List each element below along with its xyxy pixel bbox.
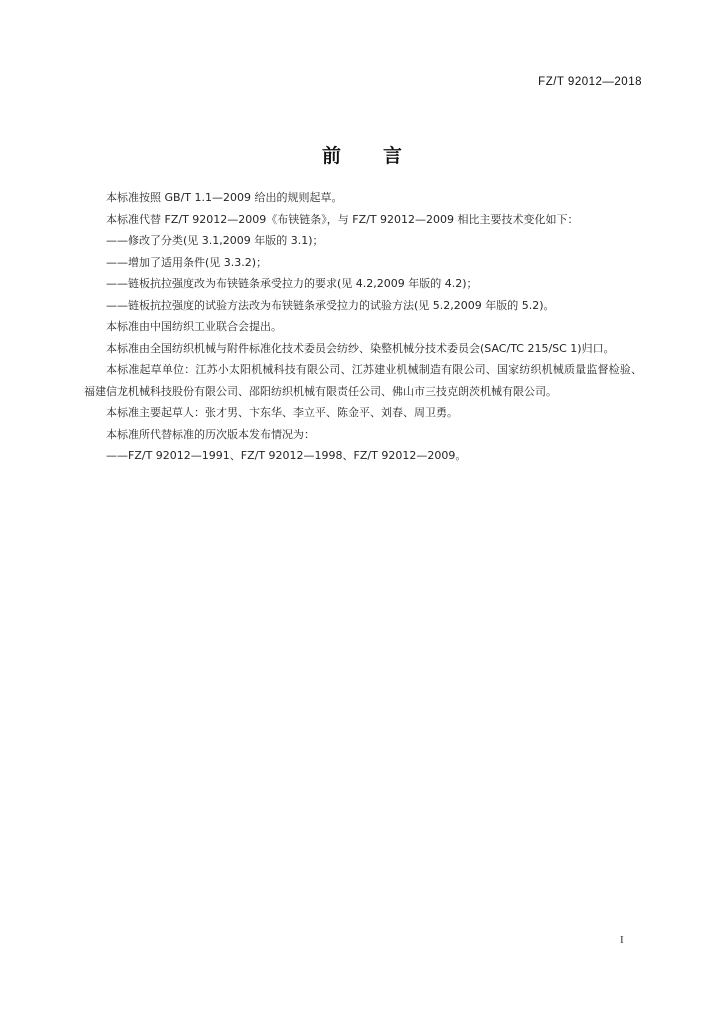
change-item-classification: ——修改了分类(见 3.1,2009 年版的 3.1)； bbox=[106, 234, 324, 247]
paragraph-drafting-units: 本标准起草单位：江苏小太阳机械科技有限公司、江苏建业机械制造有限公司、国家纺织机械质量监督检验、福建信龙机械科技股份有限公司、邵阳纺织机械有限责任公司、佛山市三技克朗茨机械有限公司。 bbox=[84, 363, 642, 398]
change-item-tension-requirement: ——链板抗拉强度改为布铗链条承受拉力的要求(见 4.2,2009 年版的 4.2)； bbox=[106, 277, 478, 290]
paragraph-jurisdiction: 本标准由全国纺织机械与附件标准化技术委员会纺纱、染整机械分技术委员会(SAC/TC 215/SC 1)归口。 bbox=[106, 341, 615, 355]
page-title: 前言 bbox=[321, 145, 444, 167]
page-number: I bbox=[620, 934, 624, 946]
paragraph-drafters: 本标准主要起草人：张才男、卞东华、李立平、陈金平、刘春、周卫勇。 bbox=[106, 406, 458, 419]
standard-code: FZ/T 92012—2018 bbox=[538, 76, 642, 88]
paragraph-drafting-rules: 本标准按照 GB/T 1.1—2009 给出的规则起草。 bbox=[106, 191, 343, 204]
previous-editions-list: ——FZ/T 92012—1991、FZ/T 92012—1998、FZ/T 92012—2009。 bbox=[106, 449, 467, 462]
paragraph-previous-editions: 本标准所代替标准的历次版本发布情况为： bbox=[106, 427, 315, 441]
paragraph-proposed-by: 本标准由中国纺织工业联合会提出。 bbox=[106, 320, 282, 333]
foreword-body bbox=[84, 187, 642, 467]
paragraph-replacement: 本标准代替 FZ/T 92012—2009《布铗链条》，与 FZ/T 92012—2009 相比主要技术变化如下： bbox=[106, 212, 579, 226]
change-item-conditions: ——增加了适用条件(见 3.3.2)； bbox=[106, 255, 268, 269]
change-item-test-method: ——链板抗拉强度的试验方法改为布铗链条承受拉力的试验方法(见 5.2,2009 年版的 5.2)。 bbox=[106, 298, 555, 312]
